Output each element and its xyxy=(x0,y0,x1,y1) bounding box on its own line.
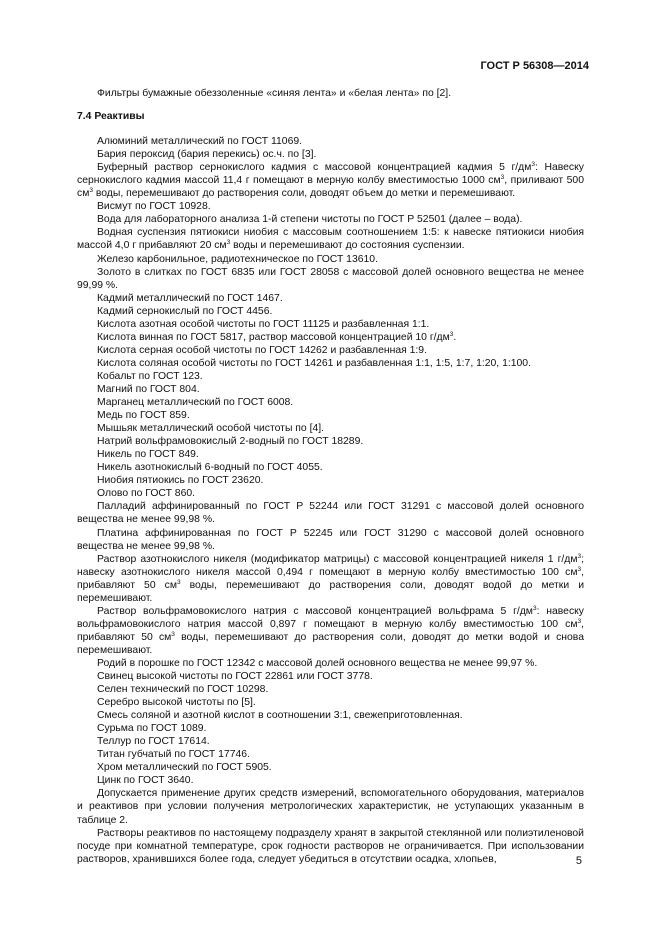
list-item: Никель азотнокислый 6-водный по ГОСТ 4055. xyxy=(97,462,323,474)
list-item: Золото в слитках по ГОСТ 6835 или ГОСТ 28058 с массовой долей основного вещества не менее 99,99 %. xyxy=(77,266,584,291)
filters-line: Фильтры бумажные обеззоленные «синяя лента» и «белая лента» по [2]. xyxy=(97,88,452,99)
list-item: Палладий аффинированный по ГОСТ Р 52244 или ГОСТ 31291 с массовой долей основного вещества не менее 99,98 %. xyxy=(77,501,584,526)
list-item: Марганец металлический по ГОСТ 6008. xyxy=(97,397,294,409)
page-body xyxy=(77,87,584,866)
list-item: Олово по ГОСТ 860. xyxy=(97,488,196,500)
list-item: Родий в порошке по ГОСТ 12342 с массовой долей основного вещества не менее 99,97 %. xyxy=(97,657,538,669)
list-item: Сурьма по ГОСТ 1089. xyxy=(97,723,207,735)
list-item: Никель по ГОСТ 849. xyxy=(97,449,199,461)
note-paragraph: Растворы реактивов по настоящему подразделу хранят в закрытой стеклянной или полиэтиленовой посуде при комнатной температуре, срок годности растворов не ограничивается. При использовании растворов, хранившихся более года, следует убедиться в отсутствии осадка, хлопьев, xyxy=(77,827,584,865)
list-item: Серебро высокой чистоты по [5]. xyxy=(97,697,256,709)
list-item: Кислота серная особой чистоты по ГОСТ 14262 и разбавленная 1:9. xyxy=(97,344,427,356)
list-item: Кадмий металлический по ГОСТ 1467. xyxy=(97,292,283,304)
list-item: Алюминий металлический по ГОСТ 11069. xyxy=(97,136,303,148)
list-item: Вода для лабораторного анализа 1-й степени чистоты по ГОСТ Р 52501 (далее – вода). xyxy=(97,214,523,226)
list-item: Хром металлический по ГОСТ 5905. xyxy=(97,762,272,774)
list-item: Смесь соляной и азотной кислот в соотношении 3:1, свежеприготовленная. xyxy=(97,710,463,722)
list-item: Кислота соляная особой чистоты по ГОСТ 14261 и разбавленная 1:1, 1:5, 1:7, 1:20, 1:100. xyxy=(97,357,531,369)
list-item: Медь по ГОСТ 859. xyxy=(97,410,190,422)
list-item: Теллур по ГОСТ 17614. xyxy=(97,736,210,748)
list-item: Водная суспензия пятиокиси ниобия с массовым соотношением 1:5: к навеске пятиокиси ниобия массой 4,0 г прибавляют 20 $см^3$ воды и перемешивают до состояния суспензии. xyxy=(77,227,584,252)
list-item: Раствор вольфрамовокислого натрия с массовой концентрацией вольфрама 5 $г/дм^3$: навеску вольфрамовокислого натрия массой 0,897 г помещают в мерную колбу вместимостью 100 $см^3$, прибавляют 50 $см^3$ воды, перемешивают до растворения соли, доводят до метки водой и снова перемешивают. xyxy=(77,604,584,656)
note-paragraph: Допускается применение других средств измерений, вспомогательного оборудования, материалов и реактивов при условии получения метрологических характеристик, не уступающих указанным в таблице 2. xyxy=(77,788,584,826)
list-item: Ниобия пятиокись по ГОСТ 23620. xyxy=(97,475,264,487)
list-item: Кобальт по ГОСТ 123. xyxy=(97,370,203,382)
list-item: Цинк по ГОСТ 3640. xyxy=(97,775,194,787)
list-item: Натрий вольфрамовокислый 2-водный по ГОСТ 18289. xyxy=(97,436,364,448)
list-item: Висмут по ГОСТ 10928. xyxy=(97,201,211,213)
list-item: Платина аффинированная по ГОСТ Р 52245 или ГОСТ 31290 с массовой долей основного вещества не менее 99,98 %. xyxy=(77,527,584,552)
list-item: Железо карбонильное, радиотехническое по ГОСТ 13610. xyxy=(97,253,378,265)
list-item: Кадмий сернокислый по ГОСТ 4456. xyxy=(97,305,273,317)
list-item: Раствор азотнокислого никеля (модификатор матрицы) с массовой концентрацией никеля 1 $г/дм^3$; навеску азотнокислого никеля массой 0,494 г помещают в мерную колбу вместимостью 100 $см^3$, прибавляют 50 $см^3$ воды, перемешивают до растворения соли, доводят водой до метки и перемешивают. xyxy=(77,552,584,604)
section-title: 7.4 Реактивы xyxy=(77,111,145,123)
list-item: Кислота азотная особой чистоты по ГОСТ 11125 и разбавленная 1:1. xyxy=(97,318,430,330)
list-item: Титан губчатый по ГОСТ 17746. xyxy=(97,749,250,761)
list-item: Свинец высокой чистоты по ГОСТ 22861 или ГОСТ 3778. xyxy=(97,671,373,683)
list-item: Буферный раствор сернокислого кадмия с массовой концентрацией кадмия 5 $г/дм^3$: Навеску сернокислого кадмия массой 11,4 г помещают в мерную колбу вместимостью 1000 $см^3$, приливают 500 $см^3$ воды, перемешивают до растворения соли, доводят объем до метки и перемешивают. xyxy=(77,161,584,200)
list-item: Кислота винная по ГОСТ 5817, раствор массовой концентрацией 10 $г/дм^3$. xyxy=(97,330,457,343)
page-number: 5 xyxy=(575,855,582,867)
list-item: Бария пероксид (бария перекись) ос.ч. по [3]. xyxy=(97,149,317,161)
list-item: Мышьяк металлический особой чистоты по [4]. xyxy=(97,423,325,435)
list-item: Селен технический по ГОСТ 10298. xyxy=(97,684,269,696)
list-item: Магний по ГОСТ 804. xyxy=(97,383,200,395)
document-header: ГОСТ Р 56308—2014 xyxy=(480,60,589,72)
